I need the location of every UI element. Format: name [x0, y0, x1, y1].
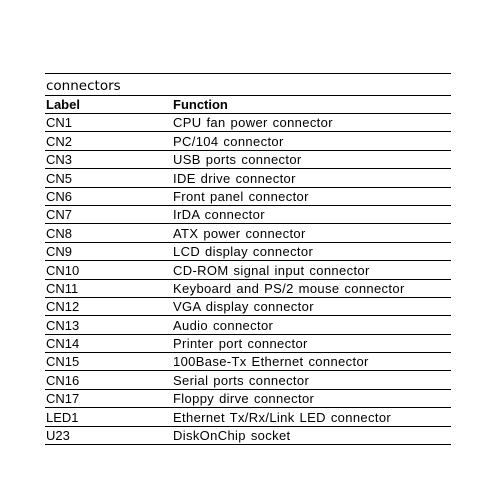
table-header-row [45, 95, 451, 113]
table-caption: connectors [46, 78, 121, 94]
table-row [45, 334, 451, 352]
connector-function-cell: Floppy dirve connector [173, 391, 315, 407]
connector-label-cell: CN2 [46, 133, 73, 149]
connector-function-cell: Audio connector [173, 317, 274, 333]
connector-function-cell: IDE drive connector [173, 170, 296, 186]
table-row [45, 279, 451, 297]
table-row [45, 223, 451, 241]
table-row [45, 426, 451, 444]
connector-function-cell: 100Base-Tx Ethernet connector [173, 354, 369, 370]
connector-function-cell: Ethernet Tx/Rx/Link LED connector [173, 409, 392, 425]
header-function: Function [173, 97, 228, 112]
connector-function-cell: Keyboard and PS/2 mouse connector [173, 280, 405, 296]
connector-label-cell: CN14 [46, 336, 80, 352]
connector-function-cell: VGA display connector [173, 299, 314, 315]
connector-label-cell: CN13 [46, 317, 80, 333]
connector-label-cell: CN11 [46, 280, 79, 296]
connector-label-cell: CN15 [46, 354, 80, 370]
connector-function-cell: CPU fan power connector [173, 115, 333, 131]
connector-label-cell: CN17 [46, 391, 80, 407]
table-row [45, 113, 451, 131]
connector-label-cell: CN7 [46, 207, 73, 223]
table-bottom-rule [45, 444, 451, 445]
table-row [45, 205, 451, 223]
connector-label-cell: CN5 [46, 170, 73, 186]
table-row [45, 242, 451, 260]
connector-function-cell: LCD display connector [173, 244, 314, 260]
table-row [45, 131, 451, 149]
connectors-table [45, 73, 451, 445]
header-label: Label [46, 97, 80, 112]
table-row [45, 389, 451, 407]
connector-label-cell: LED1 [46, 409, 79, 425]
table-row [45, 260, 451, 278]
table-body [45, 113, 451, 444]
connector-function-cell: Front panel connector [173, 188, 309, 204]
connector-label-cell: CN16 [46, 372, 80, 388]
table-row [45, 352, 451, 370]
table-row [45, 187, 451, 205]
connector-label-cell: CN8 [46, 225, 73, 241]
connector-label-cell: CN6 [46, 188, 73, 204]
table-row [45, 297, 451, 315]
connector-function-cell: DiskOnChip socket [173, 428, 291, 444]
table-row [45, 150, 451, 168]
table-row [45, 315, 451, 333]
connector-function-cell: IrDA connector [173, 207, 265, 223]
connector-label-cell: CN1 [46, 115, 73, 131]
connector-function-cell: USB ports connector [173, 152, 302, 168]
connector-label-cell: CN9 [46, 244, 73, 260]
connector-function-cell: ATX power connector [173, 225, 306, 241]
table-row [45, 168, 451, 186]
connector-function-cell: Printer port connector [173, 336, 308, 352]
connector-function-cell: CD-ROM signal input connector [173, 262, 370, 278]
table-row [45, 370, 451, 388]
connector-function-cell: Serial ports connector [173, 372, 310, 388]
table-row [45, 407, 451, 425]
connector-label-cell: U23 [46, 428, 70, 444]
connector-label-cell: CN10 [46, 262, 80, 278]
connector-label-cell: CN3 [46, 152, 73, 168]
connector-function-cell: PC/104 connector [173, 133, 284, 149]
connector-label-cell: CN12 [46, 299, 80, 315]
